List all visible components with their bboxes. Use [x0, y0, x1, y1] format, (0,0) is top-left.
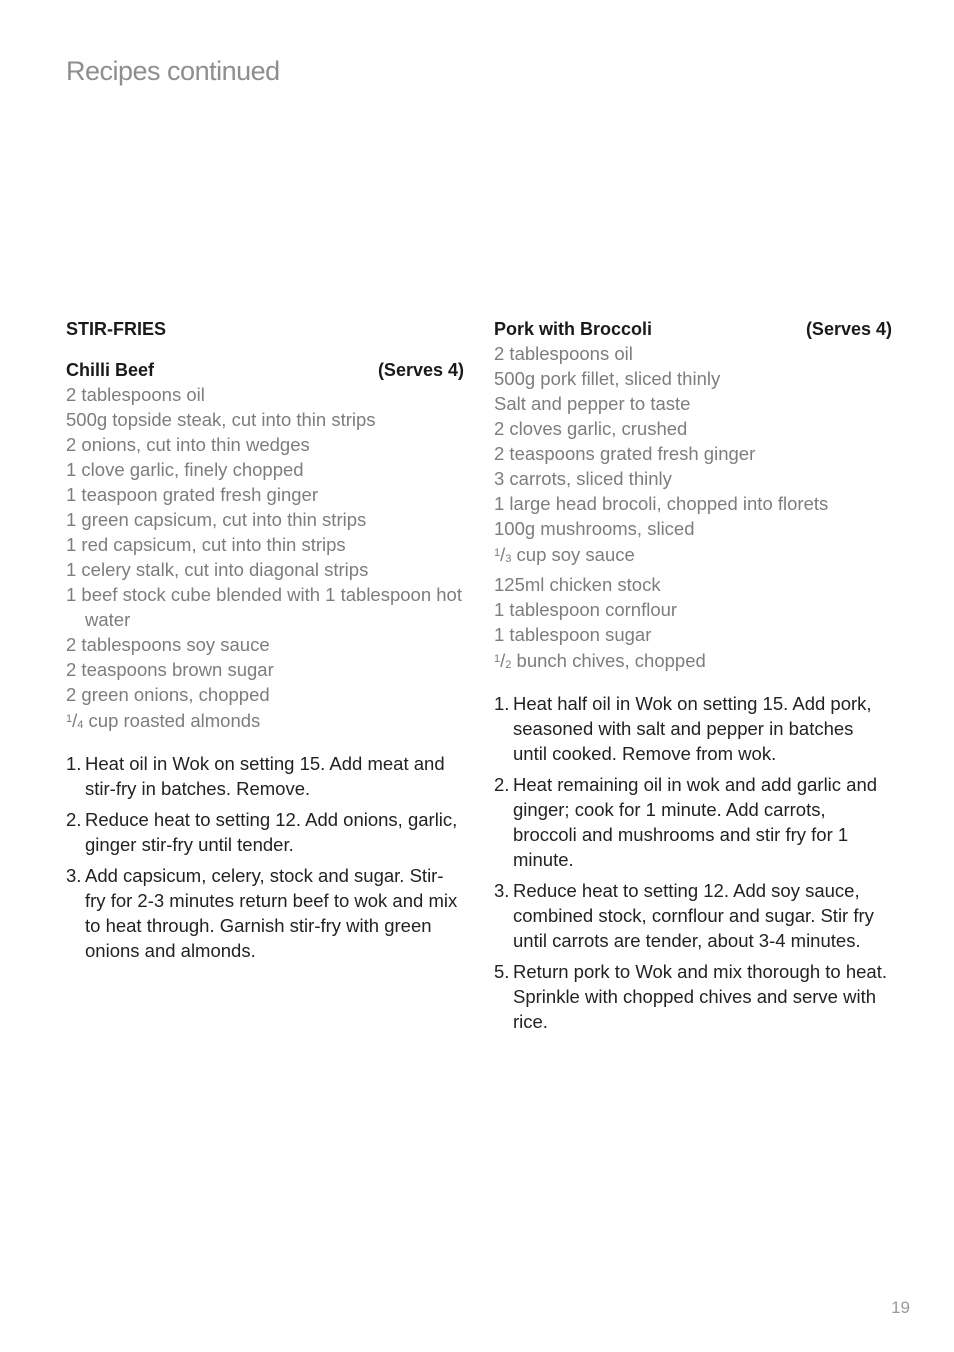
ingredient-item: 125ml chicken stock — [494, 574, 661, 595]
ingredient-item: 1 green capsicum, cut into thin strips — [66, 509, 367, 530]
fraction-numerator: 1 — [494, 653, 501, 665]
ingredient-item: 2 green onions, chopped — [66, 684, 270, 705]
recipe-title: Pork with Broccoli — [494, 319, 653, 339]
fraction-numerator: 1 — [494, 547, 501, 559]
method-step — [494, 959, 892, 1034]
step-number: 2. — [66, 809, 82, 830]
ingredient-item: 1 beef stock cube blended with 1 tablespoon hot water — [66, 584, 462, 630]
ingredient-item: 100g mushrooms, sliced — [494, 518, 695, 539]
left-column — [66, 317, 464, 969]
ingredient-list — [66, 382, 464, 738]
ingredient-item: 1 celery stalk, cut into diagonal strips — [66, 559, 369, 580]
ingredient-item: 1 tablespoon cornflour — [494, 599, 678, 620]
method-step — [66, 807, 464, 857]
method-step — [66, 751, 464, 801]
ingredient-item: 1 red capsicum, cut into thin strips — [66, 534, 346, 555]
ingredient-item: 500g pork fillet, sliced thinly — [494, 368, 721, 389]
serves-label: (Serves 4) — [805, 319, 892, 339]
recipe-header-chilli-beef — [66, 358, 464, 382]
page-title: Recipes continued — [66, 56, 280, 86]
step-text: Add capsicum, celery, stock and sugar. Stir-fry for 2-3 minutes return beef to wok and mix to heat through. Garnish stir-fry with green onions and almonds. — [85, 865, 458, 961]
recipe-title: Chilli Beef — [66, 360, 155, 380]
ingredient-item-fraction: $^1$/4 cup roasted almonds — [66, 710, 261, 731]
step-number: 5. — [494, 961, 510, 982]
step-number: 2. — [494, 774, 510, 795]
ingredient-item-fraction: $^1$/2 bunch chives, chopped — [494, 650, 706, 671]
method-steps — [494, 691, 892, 1034]
page-number: 19 — [891, 1298, 910, 1317]
method-step — [494, 691, 892, 766]
ingredient-item: 1 large head brocoli, chopped into florets — [494, 493, 829, 514]
step-number: 3. — [494, 880, 510, 901]
ingredient-item: 1 teaspoon grated fresh ginger — [66, 484, 318, 505]
ingredient-item: 1 clove garlic, finely chopped — [66, 459, 304, 480]
ingredient-item: 3 carrots, sliced thinly — [494, 468, 672, 489]
step-number: 1. — [66, 753, 82, 774]
method-steps — [66, 751, 464, 963]
fraction-denominator: 2 — [505, 659, 512, 671]
ingredient-item: 2 tablespoons oil — [66, 384, 205, 405]
ingredient-item: 2 tablespoons soy sauce — [66, 634, 270, 655]
method-step — [66, 863, 464, 963]
fraction-denominator: 4 — [77, 719, 84, 731]
ingredient-item: 500g topside steak, cut into thin strips — [66, 409, 376, 430]
fraction-numerator: 1 — [66, 713, 73, 725]
step-text: Heat remaining oil in wok and add garlic and ginger; cook for 1 minute. Add carrots, broccoli and mushrooms and stir fry for 1 minute. — [513, 774, 878, 870]
ingredient-item: 1 tablespoon sugar — [494, 624, 652, 645]
ingredient-item: Salt and pepper to taste — [494, 393, 691, 414]
ingredient-item-fraction: $^1$/3 cup soy sauce — [494, 544, 635, 565]
serves-label: (Serves 4) — [377, 360, 464, 380]
right-column — [494, 317, 892, 1040]
recipe-header-pork-broccoli — [494, 317, 892, 341]
step-number: 3. — [66, 865, 82, 886]
ingredient-item: 2 teaspoons grated fresh ginger — [494, 443, 756, 464]
step-number: 1. — [494, 693, 510, 714]
fraction-denominator: 3 — [505, 553, 512, 565]
ingredient-text: bunch chives, chopped — [511, 650, 706, 671]
ingredient-item: 2 teaspoons brown sugar — [66, 659, 274, 680]
ingredient-item: 2 onions, cut into thin wedges — [66, 434, 310, 455]
step-text: Heat half oil in Wok on setting 15. Add pork, seasoned with salt and pepper in batches until cooked. Remove from wok. — [513, 693, 872, 764]
method-step — [494, 772, 892, 872]
ingredient-text: cup roasted almonds — [83, 710, 261, 731]
ingredient-item: 2 tablespoons oil — [494, 343, 633, 364]
section-title: STIR-FRIES — [66, 319, 167, 339]
step-text: Reduce heat to setting 12. Add onions, garlic, ginger stir-fry until tender. — [85, 809, 458, 855]
method-step — [494, 878, 892, 953]
ingredient-item: 2 cloves garlic, crushed — [494, 418, 688, 439]
ingredient-list — [494, 341, 892, 678]
step-text: Return pork to Wok and mix thorough to heat. Sprinkle with chopped chives and serve with rice. — [513, 961, 887, 1032]
step-text: Heat oil in Wok on setting 15. Add meat and stir-fry in batches. Remove. — [85, 753, 445, 799]
step-text: Reduce heat to setting 12. Add soy sauce, combined stock, cornflour and sugar. Stir fry until carrots are tender, about 3-4 minutes. — [513, 880, 874, 951]
ingredient-text: cup soy sauce — [511, 544, 635, 565]
